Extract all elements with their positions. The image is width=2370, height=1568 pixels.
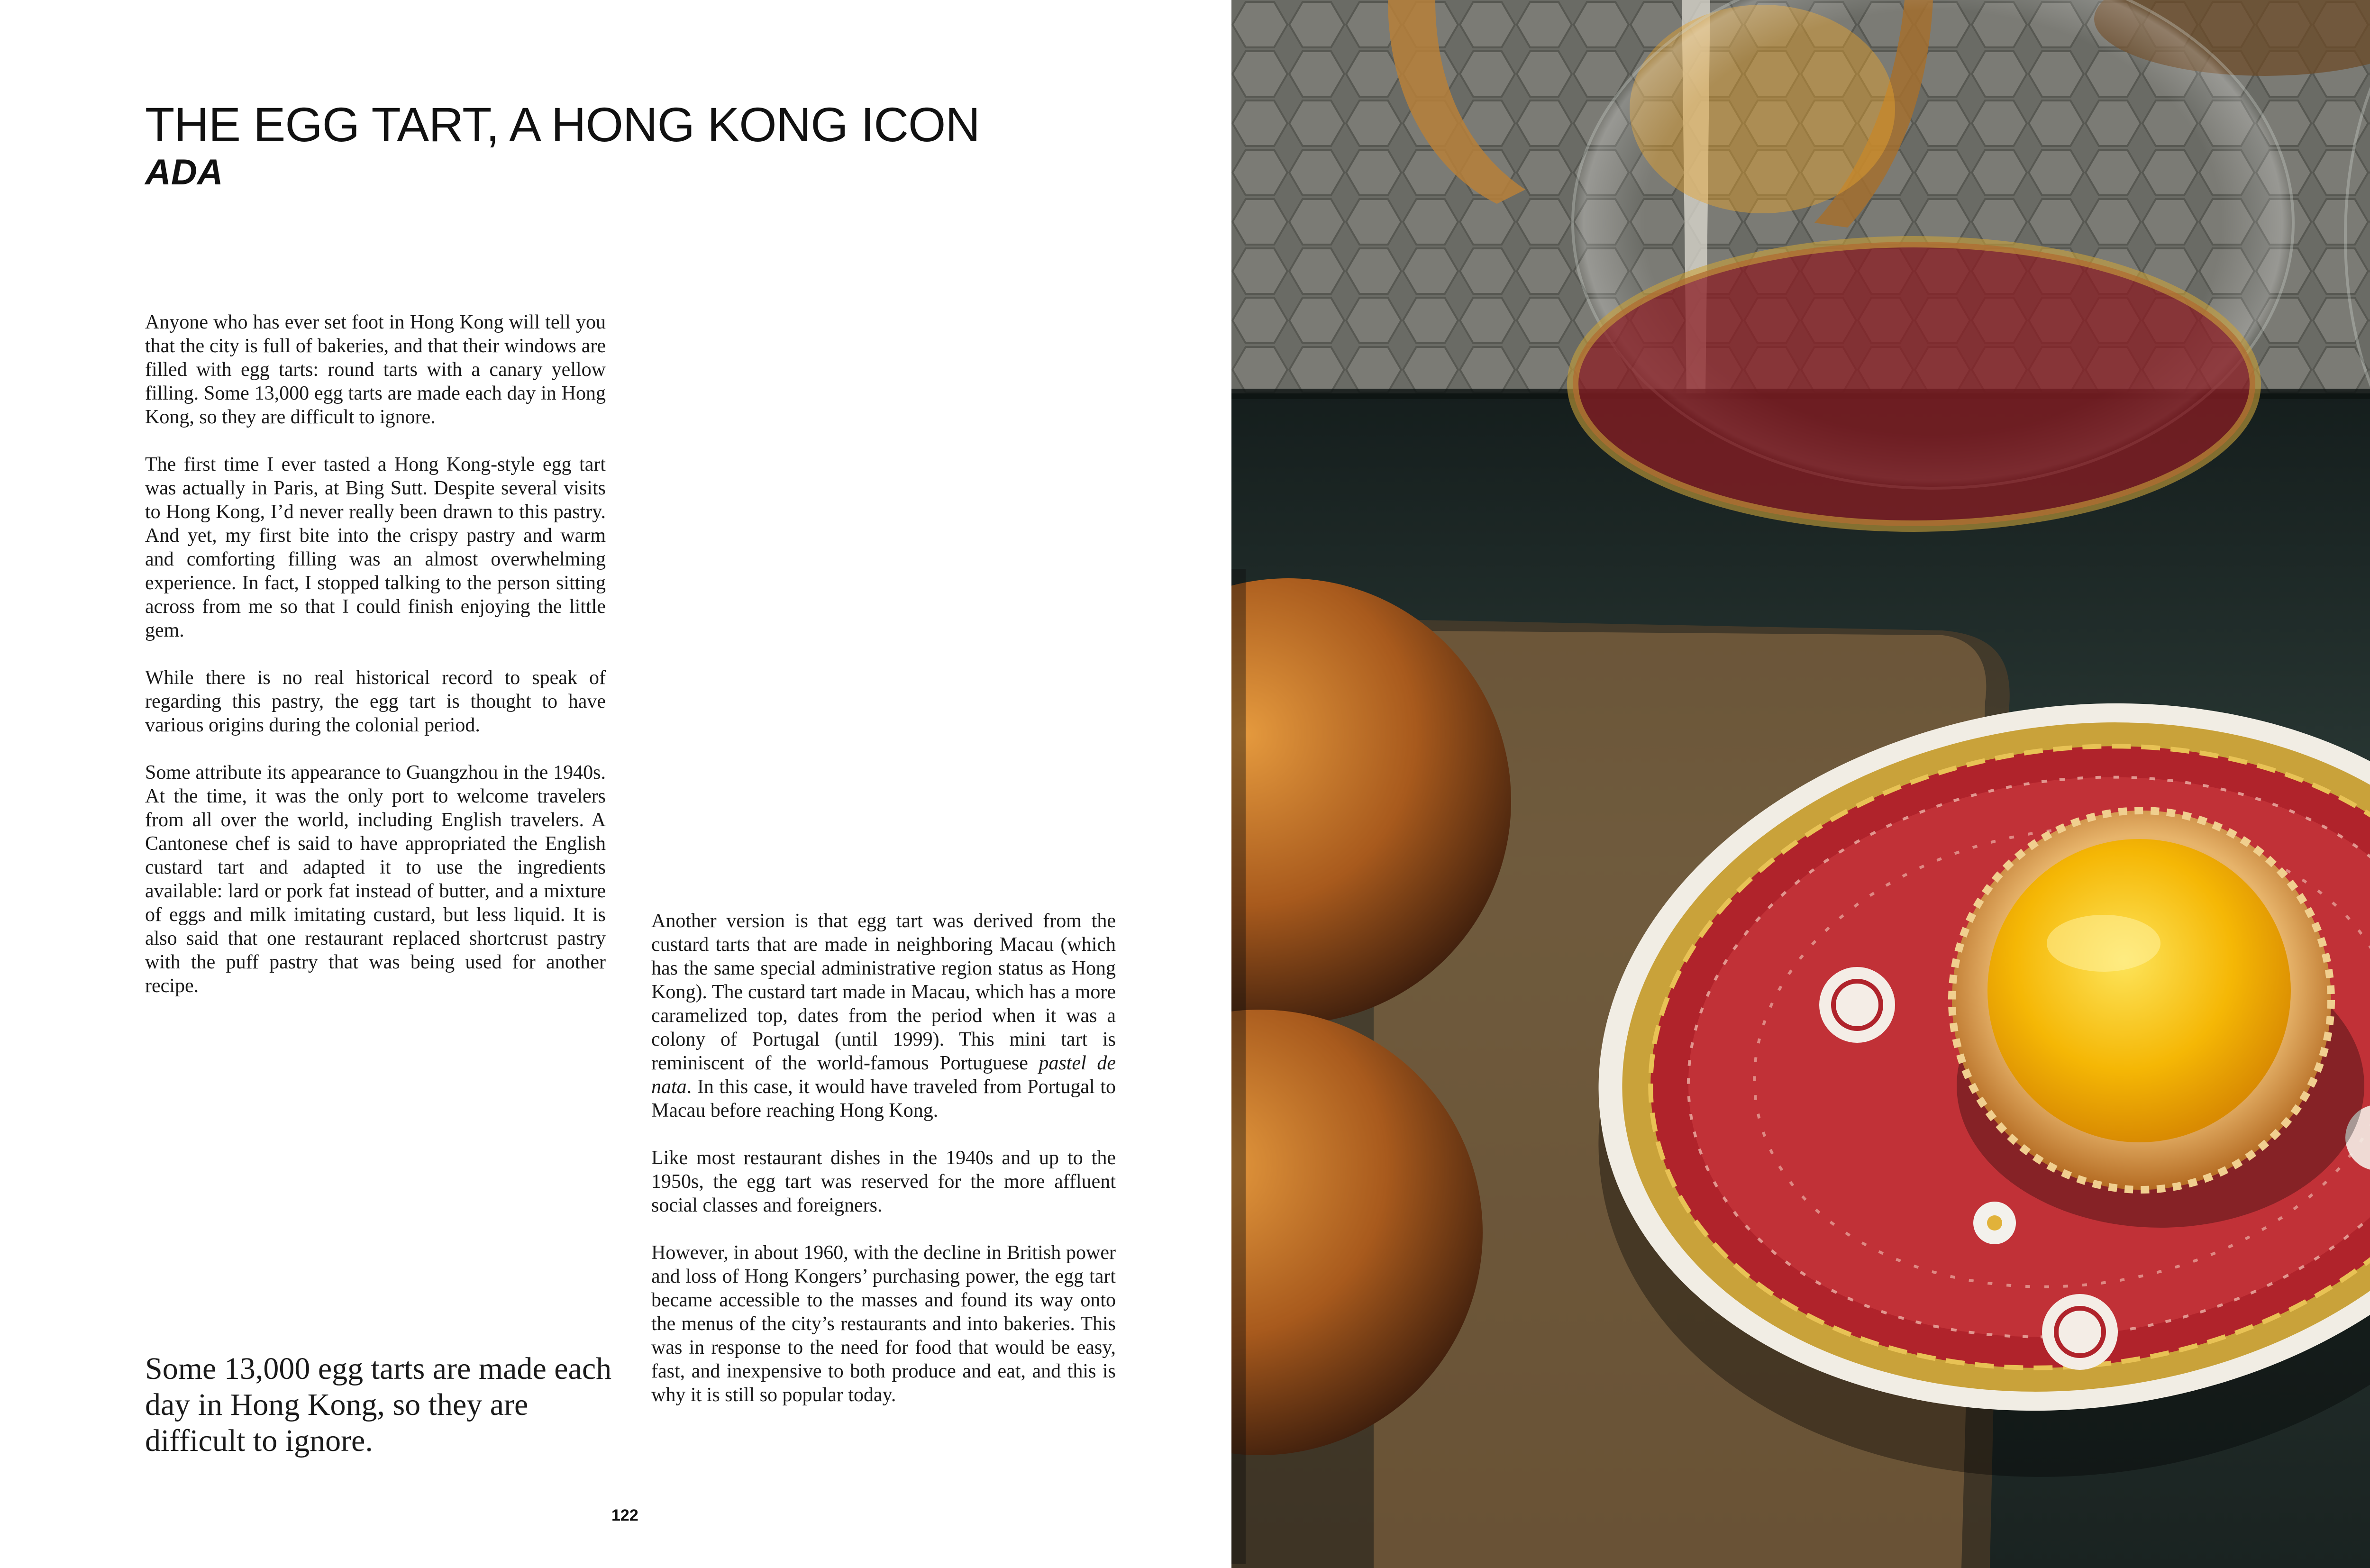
egg-tart-photo [1231, 0, 2370, 1568]
paragraph: Some attribute its appearance to Guangzhou in the 1940s. At the time, it was the only port to welcome travelers from all over the world, including English travelers. A Cantonese chef is said to have appropriated the English custard tart and adapted it to use the ingredients available: lard or pork fat instead of butter, and a mixture of eggs and milk imitating custard, but less liquid. It is also said that one restaurant replaced shortcrust pastry with the puff pastry that was being used for another recipe. [145, 762, 606, 997]
article-author: ADA [145, 152, 223, 192]
paragraph: The first time I ever tasted a Hong Kong-style egg tart was actually in Paris, at Bing Sutt. Despite several visits to Hong Kong, I’d never really been drawn to this pastry. And yet, my first bite into the crispy pastry and warm and comforting filling was an almost overwhelming experience. In fact, I stopped talking to the person sitting across from me so that I could finish enjoying the little gem. [145, 454, 606, 641]
photo-illustration [1231, 0, 2370, 1568]
page-number: 122 [611, 1506, 638, 1524]
paragraph: While there is no real historical record to speak of regarding this pastry, the egg tart is thought to have various origins during the colonial period. [145, 667, 606, 736]
paragraph: Like most restaurant dishes in the 1940s and up to the 1950s, the egg tart was reserved for the more affluent social classes and foreigners. [651, 1147, 1116, 1216]
paragraph-text: . In this case, it would have traveled from Portugal to Macau before reaching Hong Kong. [651, 1076, 1116, 1121]
tart-custard [1987, 839, 2291, 1142]
text-column-right [651, 909, 1116, 1431]
pull-quote: Some 13,000 egg tarts are made each day in Hong Kong, so they are difficult to ignore. [145, 1351, 612, 1458]
paragraph: Anyone who has ever set foot in Hong Kong will tell you that the city is full of bakeries, and that their windows are filled with egg tarts: round tarts with a canary yellow filling. Some 13,000 egg tarts are made each day in Hong Kong, so they are difficult to ignore. [145, 311, 606, 428]
paragraph: However, in about 1960, with the decline in British power and loss of Hong Kongers’ purchasing power, the egg tart became accessible to the masses and found its way onto the menus of the city’s restaurants and into bakeries. This was in response to the need for food that would be easy, fast, and inexpensive to both produce and eat, and this is why it is still so popular today. [651, 1242, 1116, 1406]
italic-term: pastel de nata [651, 1052, 1116, 1098]
paragraph [651, 909, 1116, 1122]
paragraph-text: Another version is that egg tart was derived from the custard tarts that are made in neighboring Macau (which has the same special administrative region status as Hong Kong). The custard tart made in Macau, which has a more caramelized top, dates from the period when it was a colony of Portugal (until 1999). This mini tart is reminiscent of the world-famous Portuguese [651, 910, 1116, 1074]
article-title: THE EGG TART, A HONG KONG ICON [145, 98, 980, 152]
text-column-left [145, 310, 606, 1021]
